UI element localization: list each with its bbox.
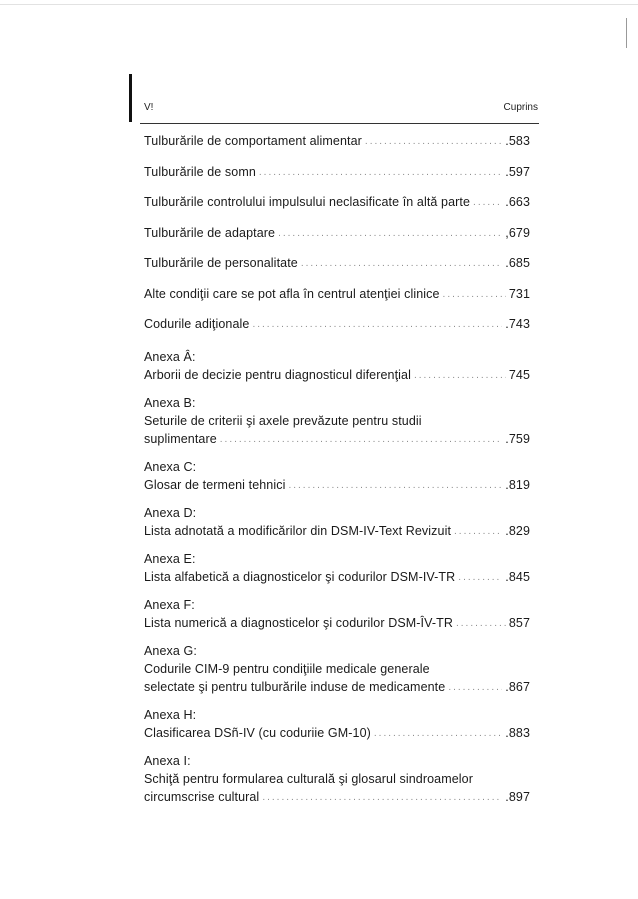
toc-entry-title: Arborii de decizie pentru diagnosticul diferenţial [144, 367, 411, 382]
dot-leader [448, 680, 502, 696]
toc-annex-e [144, 550, 530, 586]
toc-entry-title: Lista alfabetică a diagnosticelor şi codurilor DSM-IV-TR [144, 569, 456, 584]
toc-annex-h [144, 706, 530, 742]
annex-label: Anexa H: [144, 707, 197, 722]
annex-label: Anexa I: [144, 753, 191, 768]
annex-label: Anexa F: [144, 597, 195, 612]
dot-leader [456, 616, 506, 632]
toc-entry-page: .897 [505, 789, 530, 804]
toc-entry-page: .743 [505, 317, 530, 331]
dot-leader [220, 432, 503, 448]
toc-entry-page: 857 [508, 615, 530, 630]
dot-leader [288, 478, 502, 494]
toc-entry-page: .845 [505, 569, 530, 584]
toc-entry-title: Lista numerică a diagnosticelor şi codurilor DSM-ÎV-TR [144, 615, 453, 630]
toc-entry [144, 163, 530, 194]
toc-entry [144, 285, 530, 316]
toc-entry-page: ,679 [505, 225, 530, 240]
annex-label: Anexa Â: [144, 349, 196, 364]
dot-leader [252, 317, 502, 333]
toc-entry-title: Tulburările controlului impulsului neclasificate în altă parte [144, 195, 471, 209]
toc-annex-i [144, 752, 530, 806]
dot-leader [278, 226, 502, 242]
scan-binding-mark [129, 74, 132, 122]
toc-annex-f [144, 596, 530, 632]
scan-edge-mark [626, 18, 627, 48]
toc-entry-page: .663 [505, 195, 530, 209]
toc-entry-page: 731 [508, 286, 530, 301]
toc-entry-page: .819 [505, 477, 530, 492]
running-title: Cuprins [503, 102, 538, 113]
toc-entry-title: suplimentare [144, 431, 217, 446]
toc-entry-title: Tulburările de personalitate [144, 256, 298, 270]
toc-entry-page: .867 [505, 679, 530, 694]
annex-label: Anexa D: [144, 505, 197, 520]
annex-label: Anexa G: [144, 643, 197, 658]
toc-annex-d [144, 504, 530, 540]
toc-entry-title: selectate şi pentru tulburările induse de medicamente [144, 679, 446, 694]
toc-entry [144, 254, 530, 285]
toc-entry-title: Tulburările de comportament alimentar [144, 134, 362, 148]
toc-entry-title: Lista adnotată a modificărilor din DSM-IV-Text Revizuit [144, 523, 452, 538]
dot-leader [454, 524, 502, 540]
page-header [144, 102, 538, 116]
dot-leader [365, 134, 502, 150]
dot-leader [458, 570, 502, 586]
annex-title-line: Schiţă pentru formularea culturală şi glosarul sindroamelor [144, 771, 473, 786]
annex-label: Anexa E: [144, 551, 196, 566]
table-of-contents [144, 132, 530, 816]
dot-leader [259, 165, 502, 181]
toc-entry [144, 315, 530, 346]
toc-entry-page: .759 [505, 431, 530, 446]
toc-entry-title: Tulburările de somn [144, 164, 256, 179]
dot-leader [443, 287, 506, 303]
toc-entry-page: .829 [505, 523, 530, 538]
toc-entry-title: Glosar de termeni tehnici [144, 477, 286, 492]
scan-edge [0, 4, 638, 5]
toc-entry-page: .583 [505, 134, 530, 148]
toc-entry-title: Codurile adiţionale [144, 317, 250, 331]
toc-entry-title: Clasificarea DSñ-IV (cu coduriie GM-10) [144, 725, 371, 740]
toc-entry [144, 132, 530, 163]
dot-leader [414, 368, 506, 384]
toc-entry-page: .883 [505, 725, 530, 740]
toc-annex-c [144, 458, 530, 494]
header-rule [140, 123, 539, 124]
toc-entry [144, 224, 530, 255]
dot-leader [262, 790, 502, 806]
dot-leader [301, 256, 502, 272]
dot-leader [374, 726, 502, 742]
toc-entry-title: Tulburările de adaptare [144, 225, 276, 240]
toc-entry [144, 193, 530, 224]
annex-label: Anexa B: [144, 395, 196, 410]
toc-entry-title: Alte condiţii care se pot afla în centrul atenţiei clinice [144, 286, 440, 301]
toc-entry-page: .685 [505, 256, 530, 270]
annex-title-line: Seturile de criterii şi axele prevăzute pentru studii [144, 413, 422, 428]
annex-label: Anexa C: [144, 459, 197, 474]
toc-entry-title: circumscrise cultural [144, 789, 260, 804]
page-number-marker: V! [144, 102, 154, 113]
toc-entry-page: 745 [508, 367, 530, 382]
toc-annex-a [144, 348, 530, 384]
toc-annex-b [144, 394, 530, 448]
toc-annex-g [144, 642, 530, 696]
annex-title-line: Codurile CIM-9 pentru condiţiile medicale generale [144, 661, 430, 676]
toc-entry-page: .597 [505, 164, 530, 179]
dot-leader [473, 195, 502, 211]
